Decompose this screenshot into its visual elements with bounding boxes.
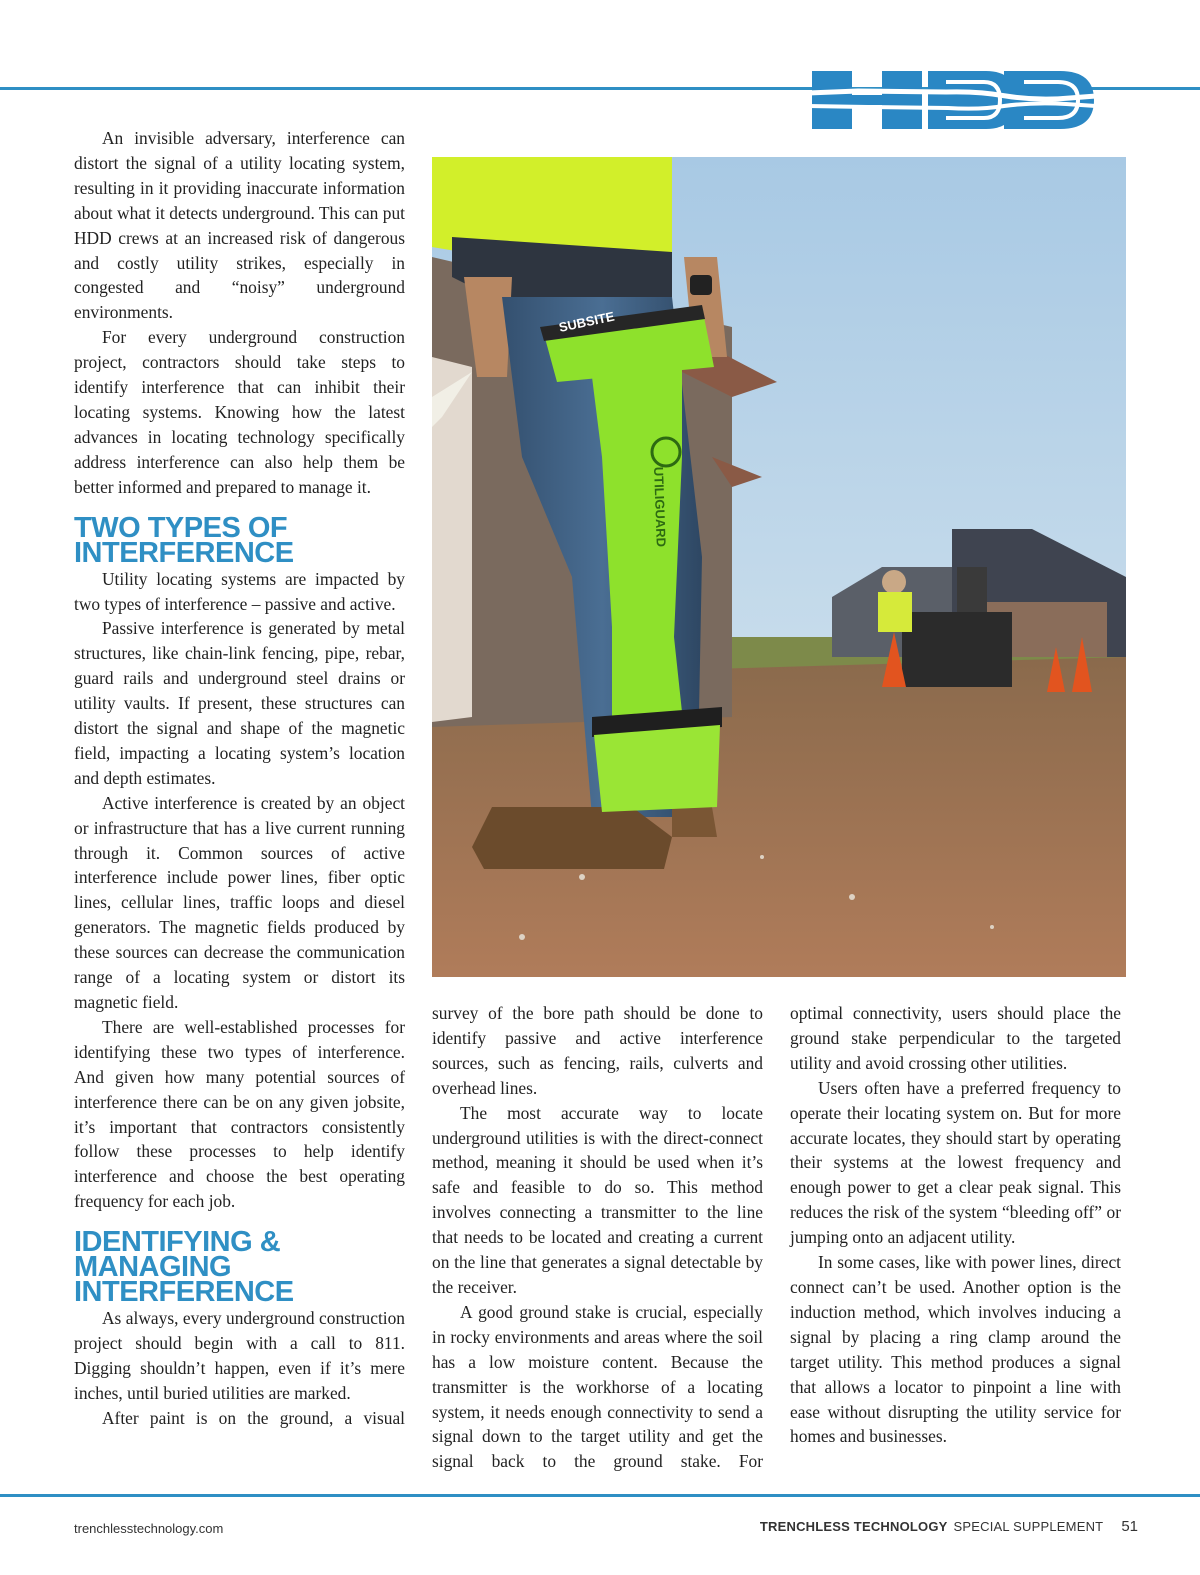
publication-name: TRENCHLESS TECHNOLOGY xyxy=(759,1519,948,1534)
paragraph: There are well-established processes for identifying these two types of interference. And given how many potential sources of interference there can be on any given jobsite, it’s important that contractors consistently follow these processes to help identify interference and choose the best operating frequency for each job. xyxy=(74,1016,405,1212)
supplement-label: SPECIAL SUPPLEMENT xyxy=(953,1519,1104,1534)
footer-website: trenchlesstechnology.com xyxy=(74,1521,224,1536)
paragraph: As always, every underground construction project should begin with a call to 811. Digging shouldn’t happen, even if it’s mere inches, until buried utilities are marked. xyxy=(74,1308,405,1403)
paragraph: Users often have a preferred frequency to operate their locating system on. But for more accurate locates, they should start by operating their systems at the lowest frequency and enough power to get a clear peak signal. This reduces the risk of the system “bleeding off” or jumping onto an adjacent utility. xyxy=(790,1077,1121,1248)
device-brand-text: SUBSITE xyxy=(557,308,616,335)
device-model-text: UTILIGUARD xyxy=(651,466,669,548)
paragraph: Active interference is created by an object or infrastructure that has a live current running through it. Common sources of active interference include power lines, fiber optic lines, cellular lines, traffic loops and diesel generators. The magnetic fields produced by these sources can decrease the communication range of a locating system or distort its magnetic field. xyxy=(74,792,405,1012)
text-column-3 xyxy=(790,1001,1121,1449)
paragraph: The most accurate way to locate underground utilities is with the direct-connect method, meaning it should be used when it’s safe and feasible to do so. This method involves connecting a transmitter to the line that needs to be located and creating a current on the line that generates a signal detectable by the receiver. xyxy=(432,1102,763,1297)
footer-rule xyxy=(0,1494,1200,1497)
paragraph: optimal connectivity, users should place the ground stake perpendicular to the targeted utility and avoid crossing other utilities. xyxy=(790,1003,1121,1073)
text-column-1 xyxy=(74,126,405,1431)
paragraph: A good ground stake is crucial, especially in rocky environments and areas where the soil has a low moisture content. Because the transmitter is the workhorse of a locating system, it needs enough connectivity to send a signal down to the target utility and get the signal back to the ground stake. For xyxy=(432,1301,763,1472)
hdd-logo xyxy=(808,68,1096,134)
paragraph: An invisible adversary, interference can distort the signal of a utility locating system, resulting in it providing inaccurate information about what it detects underground. This can put HDD crews at an increased risk of dangerous and costly utility strikes, especially in congested and “noisy” underground environments. xyxy=(74,128,405,323)
paragraph: After paint is on the ground, a visual xyxy=(102,1407,405,1428)
section-heading: TWO TYPES OF INTERFERENCE xyxy=(74,511,294,569)
paragraph: Utility locating systems are impacted by two types of interference – passive and active. xyxy=(74,568,405,614)
paragraph: Passive interference is generated by metal structures, like chain-link fencing, pipe, rebar, guard rails and underground steel drains or utility vaults. If present, these structures can distort the signal and shape of the magnetic field, impacting a locating system’s location and depth estimates. xyxy=(74,618,405,788)
footer-publication xyxy=(760,1518,1138,1535)
paragraph: For every underground construction project, contractors should take steps to identify interference that can inhibit their locating systems. Knowing how the latest advances in locating technology specifically address interference can also help them be better informed and prepared to manage it. xyxy=(74,327,405,497)
page-number: 51 xyxy=(1121,1518,1138,1535)
paragraph: survey of the bore path should be done to identify passive and active interference sources, such as fencing, rails, culverts and overhead lines. xyxy=(432,1003,763,1098)
paragraph: In some cases, like with power lines, direct connect can’t be used. Another option is the induction method, which involves inducing a signal by placing a ring clamp around the target utility. This method produces a signal that allows a locator to pinpoint a line with ease without disrupting the utility service for homes and businesses. xyxy=(790,1252,1121,1447)
locator-photo xyxy=(432,157,1126,977)
section-heading: IDENTIFYING & MANAGING INTERFERENCE xyxy=(74,1226,294,1309)
text-column-2 xyxy=(432,1001,763,1474)
